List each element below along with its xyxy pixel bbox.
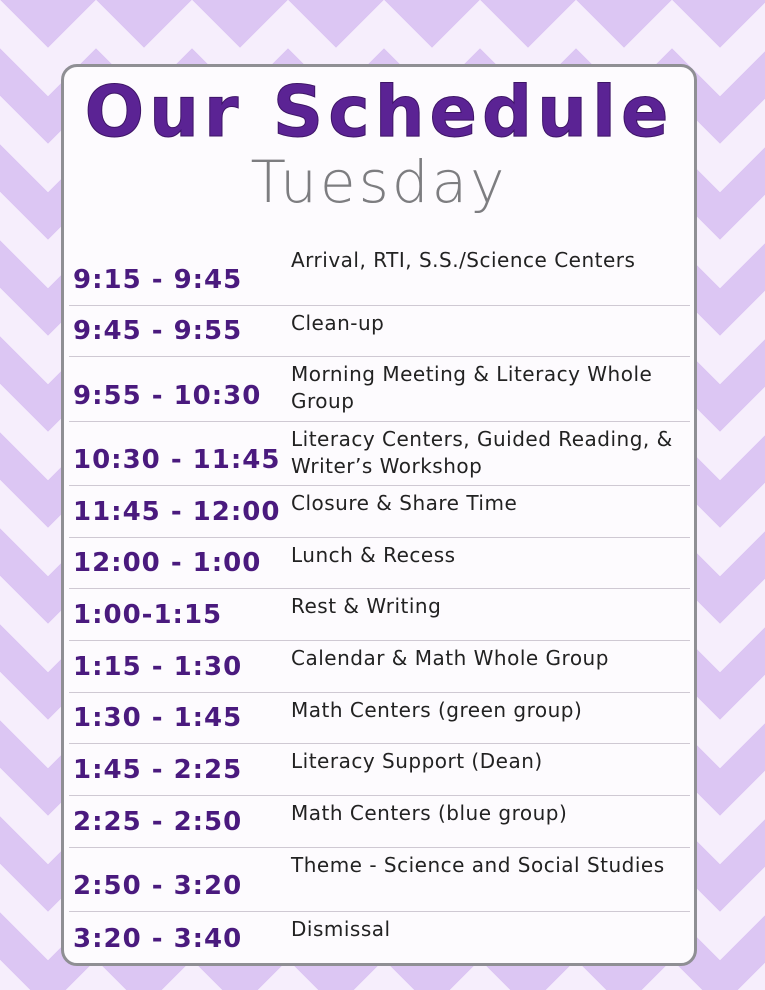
row-activity: Literacy Centers, Guided Reading, & Writer’s Workshop	[291, 427, 673, 478]
row-activity: Rest & Writing	[291, 594, 442, 618]
row-time: 9:15 - 9:45	[73, 265, 243, 295]
schedule-row	[69, 641, 690, 693]
schedule-row	[69, 796, 690, 848]
schedule-list	[69, 243, 690, 964]
schedule-card	[61, 64, 697, 966]
row-time: 1:45 - 2:25	[73, 755, 243, 785]
row-time: 2:50 - 3:20	[73, 871, 243, 901]
row-activity: Lunch & Recess	[291, 543, 456, 567]
row-activity: Literacy Support (Dean)	[291, 749, 543, 773]
schedule-row	[69, 306, 690, 357]
row-activity: Calendar & Math Whole Group	[291, 646, 609, 670]
row-activity: Morning Meeting & Literacy Whole Group	[291, 362, 653, 413]
row-activity: Dismissal	[291, 917, 391, 941]
day-heading: Tuesday	[250, 148, 508, 216]
schedule-row	[69, 486, 690, 538]
row-time: 1:00-1:15	[73, 600, 223, 630]
schedule-row	[69, 422, 690, 486]
row-activity: Arrival, RTI, S.S./Science Centers	[291, 248, 636, 272]
schedule-row	[69, 357, 690, 422]
row-time: 3:20 - 3:40	[73, 924, 243, 954]
row-time: 10:30 - 11:45	[73, 445, 281, 475]
schedule-row	[69, 589, 690, 641]
row-time: 12:00 - 1:00	[73, 548, 262, 578]
row-time: 11:45 - 12:00	[73, 497, 281, 527]
row-time: 9:45 - 9:55	[73, 316, 243, 346]
schedule-row	[69, 243, 690, 306]
row-time: 2:25 - 2:50	[73, 807, 243, 837]
schedule-row	[69, 693, 690, 744]
row-time: 1:30 - 1:45	[73, 703, 243, 733]
row-activity: Closure & Share Time	[291, 491, 518, 515]
row-activity: Clean-up	[291, 311, 385, 335]
schedule-row	[69, 744, 690, 796]
schedule-row	[69, 538, 690, 589]
page-title: Our Schedule	[84, 71, 674, 153]
schedule-row	[69, 848, 690, 912]
row-activity: Theme - Science and Social Studies	[291, 853, 665, 877]
row-activity: Math Centers (green group)	[291, 698, 583, 722]
row-time: 9:55 - 10:30	[73, 381, 262, 411]
row-time: 1:15 - 1:30	[73, 652, 243, 682]
schedule-row	[69, 912, 690, 964]
row-activity: Math Centers (blue group)	[291, 801, 568, 825]
